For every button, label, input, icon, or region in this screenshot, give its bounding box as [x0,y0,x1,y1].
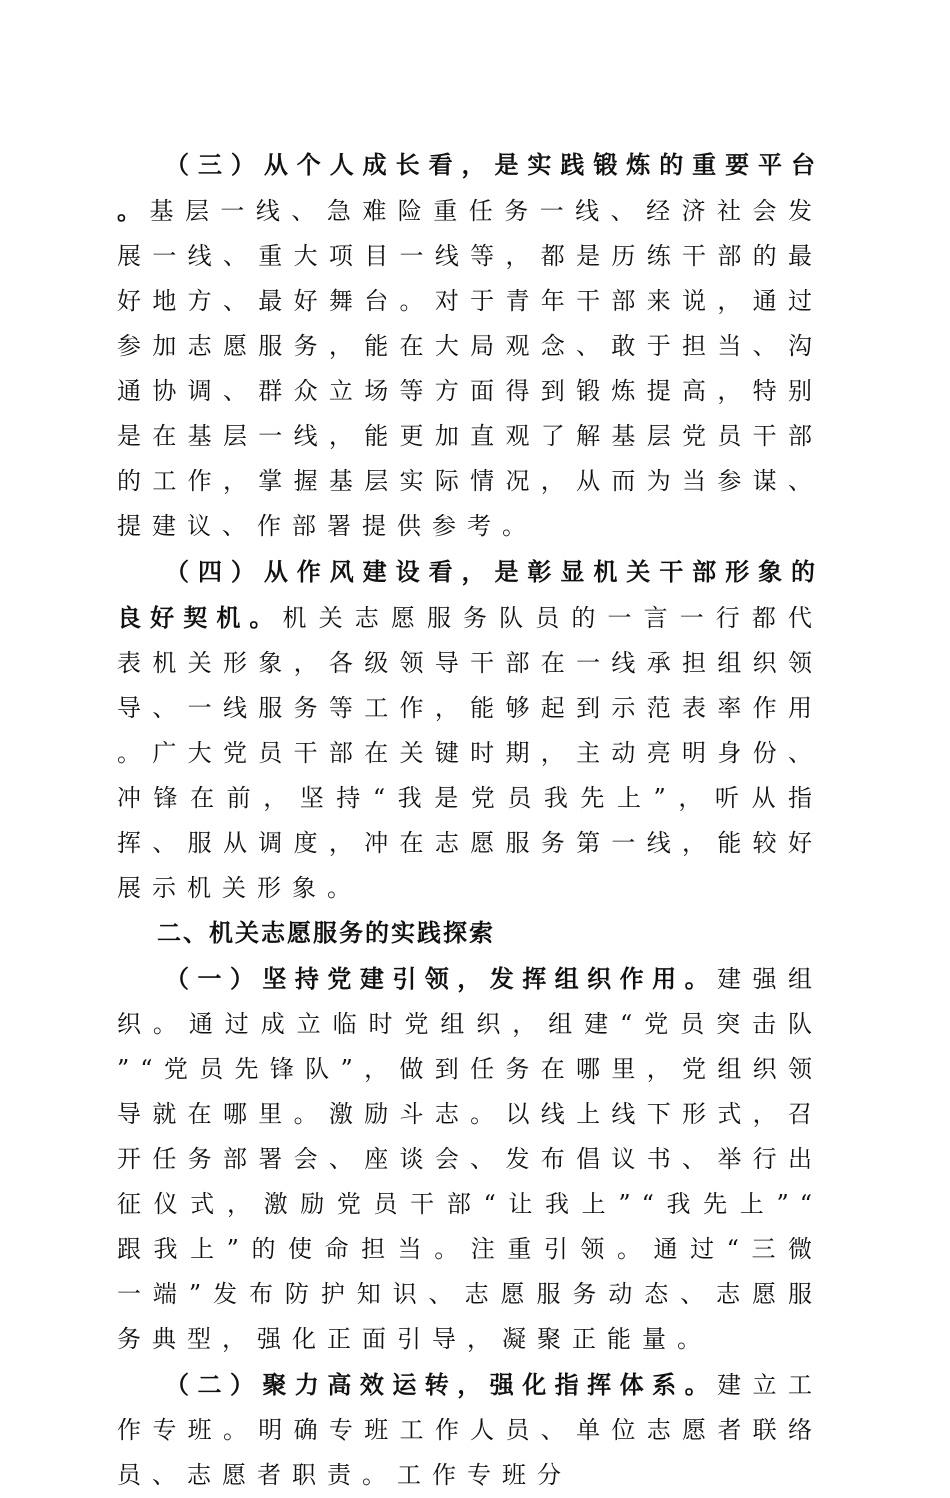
document-page [117,142,823,1498]
paragraph-lead: （一）坚持党建引领，发挥组织作用。 [165,964,718,993]
paragraph-body: 基层一线、急难险重任务一线、经济社会发展一线、重大项目一线等，都是历练干部的最好地方、最好舞台。对于青年干部来说，通过参加志愿服务，能在大局观念、敢于担当、沟通协调、群众立场等方面得到锻炼提高，特别是在基层一线，能更加直观了解基层党员干部的工作，掌握基层实际情况，从而为当参谋、提建议、作部署提供参考。 [117,197,824,540]
paragraph-work-style [117,549,823,911]
paragraph-body: 机关志愿服务队员的一言一行都代表机关形象，各级领导干部在一线承担组织领导、一线服务等工作，能够起到示范表率作用。广大党员干部在关键时期，主动亮明身份、冲锋在前，坚持“我是党员我先上”，听从指挥、服从调度，冲在志愿服务第一线，能较好展示机关形象。 [117,604,824,902]
paragraph-lead: （三）从个人成长看，是实践锻炼的重要平台。 [117,150,823,225]
paragraph-body: 建立工作专班。明确专班工作人员、单位志愿者联络员、志愿者职责。工作专班分 [117,1371,824,1489]
paragraph-party-building [117,956,823,1362]
paragraph-body: 建强组织。通过成立临时党组织，组建“党员突击队”“党员先锋队”，做到任务在哪里，党组织领导就在哪里。激励斗志。以线上线下形式，召开任务部署会、座谈会、发布倡议书、举行出征仪式，激励党员干部“让我上”“我先上”“跟我上”的使命担当。注重引领。通过“三微一端”发布防护知识、志愿服务动态、志愿服务典型，强化正面引导，凝聚正能量。 [117,965,824,1353]
paragraph-personal-growth [117,142,823,549]
paragraph-command-system [117,1362,823,1498]
paragraph-lead: （二）聚力高效运转，强化指挥体系。 [165,1370,718,1399]
section-heading: 二、机关志愿服务的实践探索 [157,919,495,947]
paragraph-lead: （四）从作风建设看，是彰显机关干部形象的良好契机。 [117,557,823,632]
